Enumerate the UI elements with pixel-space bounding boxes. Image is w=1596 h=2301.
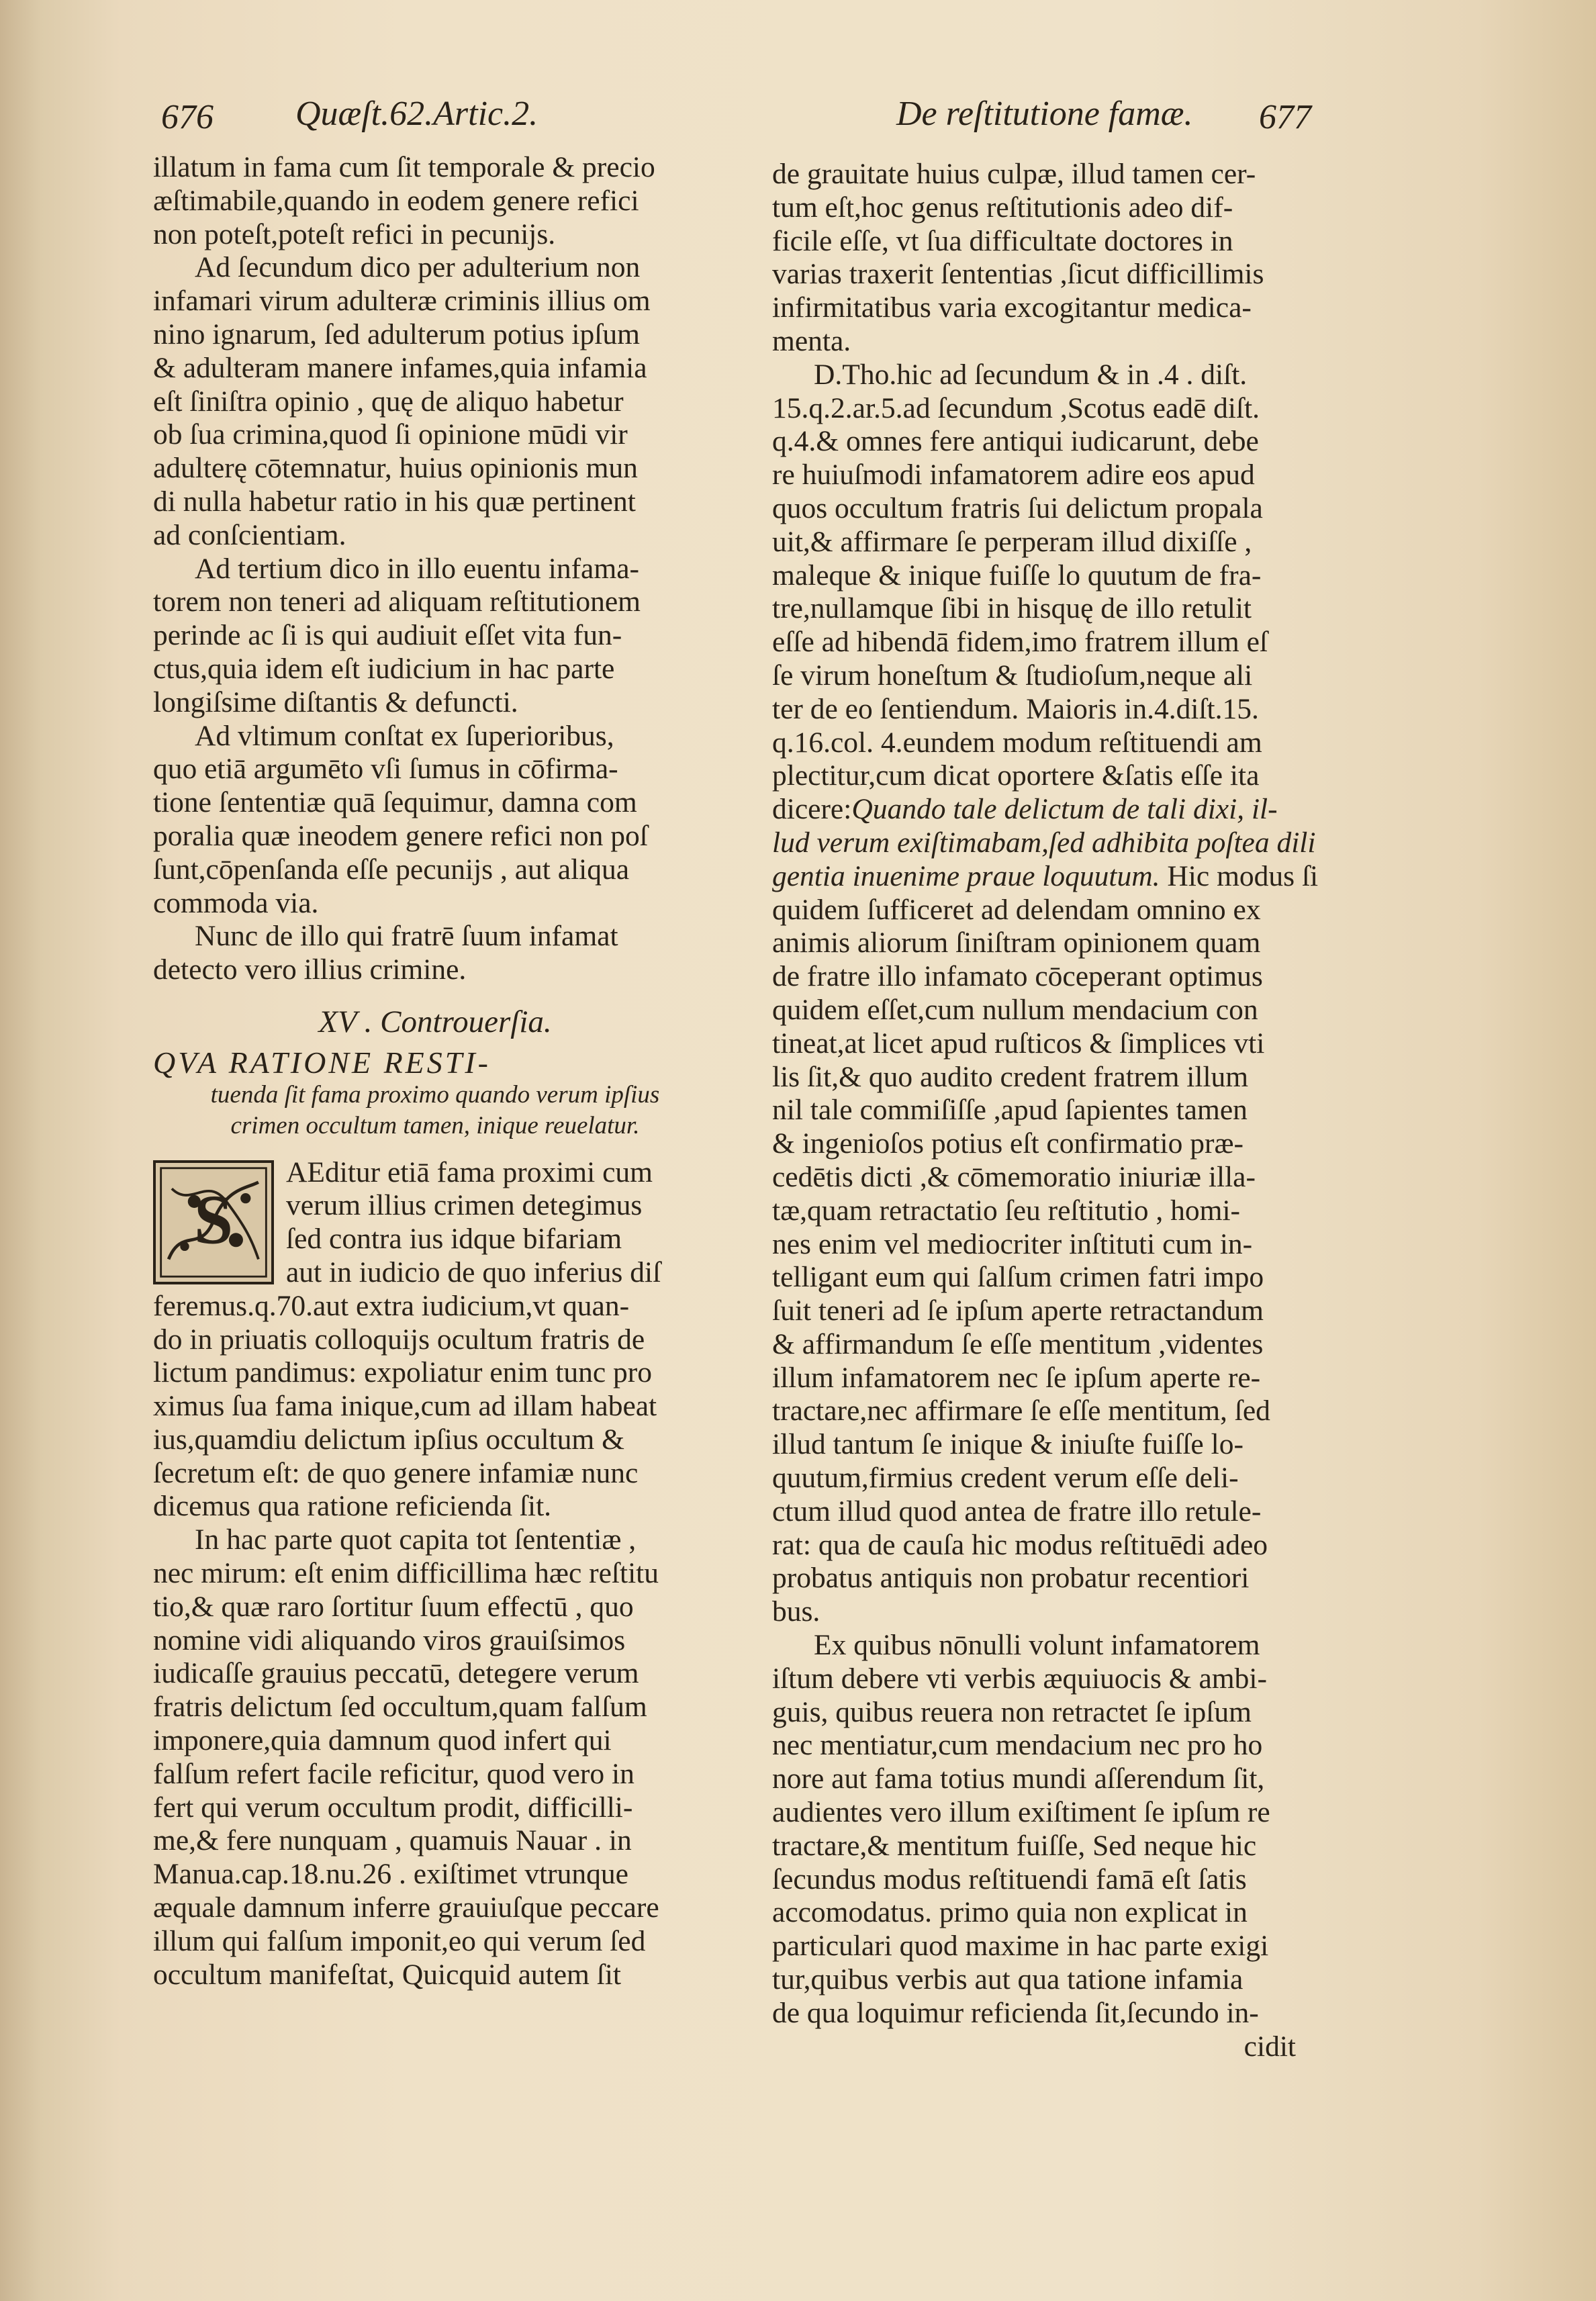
text-line: tineat,at licet apud ruſticos & ſimplices vti — [772, 1027, 1265, 1060]
left-running-head: Quæſt.62.Artic.2. — [295, 95, 538, 133]
text-line: perinde ac ſi is qui audiuit eſſet vita fun- — [153, 619, 622, 652]
text-line: de fratre illo infamato cōceperant optimus — [772, 960, 1263, 993]
text-line: probatus antiquis non probatur recentiori — [772, 1562, 1250, 1595]
text-line: Nunc de illo qui fratrē ſuum infamat — [195, 920, 618, 953]
text-line: ſecundus modus reſtituendi famā eſt ſatis — [772, 1863, 1247, 1895]
text-line: illum infamatorem nec ſe ipſum aperte re- — [772, 1361, 1261, 1394]
text-line: tractare,nec affirmare ſe eſſe mentitum, ſed — [772, 1395, 1270, 1427]
text-line: nino ignarum, ſed adulterum potius ipſum — [153, 318, 640, 350]
left-folio: 676 — [161, 98, 214, 136]
paragraph — [153, 151, 717, 251]
text-line: de grauitate huius culpæ, illud tamen cer- — [772, 158, 1256, 190]
text-line: particulari quod maxime in hac parte exigi — [772, 1930, 1269, 1963]
text-line: tur,quibus verbis aut qua tatione infamia — [772, 1963, 1243, 1996]
question-title: QVA RATIONE RESTI- — [153, 1045, 491, 1080]
text-line: Manua.cap.18.nu.26 . exiſtimet vtrunque — [153, 1858, 628, 1891]
text-line: audientes vero illum exiſtiment ſe ipſum re — [772, 1796, 1270, 1829]
text-line: tio,& quæ raro ſortitur ſuum effectū , quo — [153, 1590, 634, 1623]
left-column — [153, 151, 717, 1991]
quoted-retraction: Quando tale delictum de tali dixi, il- — [851, 793, 1278, 826]
text-line: ſecretum eſt: de quo genere infamiæ nunc — [153, 1456, 639, 1489]
text-line: guis, quibus reuera non retractet ſe ipſum — [772, 1695, 1252, 1728]
text-line: infamari virum adulteræ criminis illius om — [153, 285, 651, 318]
paragraph — [772, 1629, 1323, 2030]
paragraph — [772, 158, 1323, 359]
text-line: ctum illud quod antea de fratre illo retule- — [772, 1495, 1262, 1528]
text-line: imponere,quia damnum quod infert qui — [153, 1724, 612, 1757]
text-line: do in priuatis colloquijs ocultum fratris de — [153, 1323, 645, 1356]
text-line: quos occultum fratris ſui delictum propala — [772, 491, 1263, 524]
text-line: infirmitatibus varia excogitantur medica- — [772, 291, 1252, 324]
quoted-retraction: lud verum exiſtimabam,ſed adhibita poſtea dili — [772, 826, 1316, 859]
text-line: nore aut fama totius mundi aſſerendum ſit, — [772, 1763, 1265, 1795]
text-line: commoda via. — [153, 886, 319, 919]
paragraph — [153, 1290, 717, 1524]
text-line: ad conſcientiam. — [153, 518, 346, 551]
right-running-head: De reſtitutione famæ. — [896, 95, 1193, 133]
text-line: di nulla habetur ratio in his quæ pertinent — [153, 485, 636, 518]
text-line: q.16.col. 4.eundem modum reſtituendi am — [772, 726, 1262, 759]
text-line: de qua loquimur reficienda ſit,ſecundo in- — [772, 1996, 1259, 2029]
text-line: quutum,firmius credent verum eſſe deli- — [772, 1462, 1239, 1495]
text-line: falſum refert facile reficitur, quod vero in — [153, 1757, 635, 1790]
text-line: fratris delictum ſed occultum,quam falſum — [153, 1691, 647, 1724]
text-line: Ad vltimum conſtat ex ſuperioribus, — [195, 719, 614, 752]
text-line: nil tale commiſiſſe ,apud ſapientes tamen — [772, 1094, 1248, 1127]
paragraph — [153, 920, 717, 987]
text-line: In hac parte quot capita tot ſententiæ , — [195, 1523, 637, 1556]
right-column — [772, 158, 1323, 2063]
text-line: dicemus qua ratione reficienda ſit. — [153, 1490, 552, 1523]
text-line: bus. — [772, 1595, 820, 1628]
text-line: tre,nullamque ſibi in hisquę de illo retulit — [772, 592, 1252, 625]
text-line: lictum pandimus: expoliatur enim tunc pro — [153, 1356, 652, 1389]
text-line: illud tantum ſe inique & iniuſte fuiſſe lo- — [772, 1428, 1243, 1461]
text-line: ximus ſua fama inique,cum ad illam habeat — [153, 1390, 657, 1423]
text-line: eſt ſiniſtra opinio , quę de aliquo habetur — [153, 385, 624, 418]
text-line: ficile eſſe, vt ſua difficultate doctores in — [772, 224, 1233, 257]
text-line: re huiuſmodi infamatorem adire eos apud — [772, 459, 1255, 491]
text-line: Ad tertium dico in illo euentu infama- — [195, 552, 639, 585]
text-line: occultum manifeſtat, Quicquid autem ſit — [153, 1958, 622, 1991]
text-line: ter de eo ſentiendum. Maioris in.4.diſt.15. — [772, 692, 1259, 725]
paragraph — [772, 894, 1323, 1630]
paragraph — [153, 1523, 717, 1991]
text-line: tractare,& mentitum fuiſſe, Sed neque hic — [772, 1829, 1257, 1862]
text-line: nec mirum: eſt enim difficillima hæc reſtitu — [153, 1557, 659, 1590]
text-line: torem non teneri ad aliquam reſtitutionem — [153, 585, 641, 618]
text-line: q.4.& omnes fere antiqui iudicarunt, debe — [772, 425, 1259, 458]
text-line: varias traxerit ſententias ,ſicut difficillimis — [772, 258, 1264, 291]
text-line: nomine vidi aliquando viros grauiſsimos — [153, 1624, 626, 1656]
text-line: ius,quamdiu delictum ipſius occultum & — [153, 1423, 624, 1456]
text-line: ſunt,cōpenſanda eſſe pecunijs , aut aliqua — [153, 853, 630, 886]
text-line: poralia quæ ineodem genere refici non poſ — [153, 819, 648, 852]
text-line: & adulteram manere infames,quia infamia — [153, 351, 647, 384]
text-line: non poteſt,poteſt refici in pecunijs. — [153, 218, 556, 250]
text-line: ctus,quia idem eſt iudicium in hac parte — [153, 652, 615, 685]
text-line: dicere:Quando tale delictum de tali dixi, il- — [772, 793, 1278, 826]
text-line: nec mentiatur,cum mendacium nec pro ho — [772, 1729, 1263, 1762]
section-heading: XV . Controuerſia. — [318, 1004, 552, 1039]
text-line: tæ,quam retractatio ſeu reſtitutio , homi- — [772, 1194, 1241, 1227]
paragraph — [772, 359, 1323, 793]
text-line: rat: qua de cauſa hic modus reſtituēdi adeo — [772, 1528, 1268, 1561]
right-folio: 677 — [1259, 98, 1311, 136]
text-line: quo etiā argumēto vſi ſumus in cōfirma- — [153, 753, 618, 786]
text-line: lis ſit,& quo audito credent fratrem illum — [772, 1060, 1249, 1093]
text-line: detecto vero illius crimine. — [153, 953, 467, 986]
text-line: AEditur etiā fama proximi cum — [286, 1156, 653, 1188]
text-line: ob ſua crimina,quod ſi opinione mūdi vir — [153, 418, 628, 451]
question-subtitle-1: tuenda ſit fama proximo quando verum ipſius — [210, 1080, 660, 1109]
initial-ornament-icon — [156, 1163, 271, 1282]
text-line: ſe virum honeſtum & ſtudioſum,neque ali — [772, 659, 1253, 692]
text-line: illum qui falſum imponit,eo qui verum ſed — [153, 1924, 646, 1957]
text-line: animis aliorum ſiniſtram opinionem quam — [772, 927, 1261, 959]
text-line: verum illius crimen detegimus — [286, 1189, 643, 1222]
text-line: ſuit teneri ad ſe ipſum aperte retractandum — [772, 1295, 1264, 1327]
text-line: menta. — [772, 324, 851, 357]
text-line: gentia inuenime praue loquutum. Hic modus ſi — [772, 859, 1319, 892]
paragraph — [153, 553, 717, 720]
text-line: accomodatus. primo quia non explicat in — [772, 1896, 1248, 1929]
text-line: æſtimabile,quando in eodem genere refici — [153, 184, 639, 217]
text-line: Ex quibus nōnulli volunt infamatorem — [814, 1629, 1260, 1662]
decorated-initial — [153, 1160, 274, 1284]
text-line: eſſe ad hibendā fidem,imo fratrem illum eſ — [772, 626, 1268, 659]
text-line: D.Tho.hic ad ſecundum & in .4 . diſt. — [814, 358, 1248, 391]
text-line: plectitur,cum dicat oportere &ſatis eſſe ita — [772, 759, 1260, 792]
text-line: iſtum debere vti verbis æquiuocis & ambi- — [772, 1662, 1267, 1695]
text-line: Ad ſecundum dico per adulterium non — [195, 251, 641, 284]
text-line: nes enim vel mediocriter inſtituti cum in- — [772, 1227, 1253, 1260]
text-line: uit,& affirmare ſe perperam illud dixiſſe , — [772, 525, 1252, 558]
text-line: longiſsime diſtantis & defuncti. — [153, 686, 518, 718]
text-line: maleque & inique fuiſſe lo quutum de fra- — [772, 559, 1262, 592]
text-line: me,& fere nunquam , quamuis Nauar . in — [153, 1824, 632, 1857]
text-line: adulterę cōtemnatur, huius opinionis mun — [153, 452, 638, 485]
paragraph — [153, 720, 717, 921]
text-line: ſed contra ius idque bifariam — [286, 1223, 622, 1256]
text-line: telligant eum qui ſalſum crimen fatri impo — [772, 1261, 1264, 1294]
catchword: cidit — [1243, 2030, 1296, 2063]
text-line: æquale damnum inferre grauiuſque peccare — [153, 1891, 659, 1924]
text-line: cedētis dicti ,& cōmemoratio iniuriæ illa- — [772, 1160, 1256, 1193]
text-line: tum eſt,hoc genus reſtitutionis adeo dif- — [772, 191, 1233, 224]
text-line: & affirmandum ſe eſſe mentitum ,videntes — [772, 1327, 1264, 1360]
paragraph — [153, 251, 717, 552]
text-line: & ingenioſos potius eſt confirmatio præ- — [772, 1127, 1243, 1160]
question-subtitle-2: crimen occultum tamen, inique reuelatur. — [230, 1111, 640, 1139]
text-line: tione ſententiæ quā ſequimur, damna com — [153, 786, 637, 819]
text-line: aut in iudicio de quo inferius diſ — [286, 1256, 661, 1288]
initial-letter: S — [193, 1180, 234, 1259]
text-line: iudicaſſe grauius peccatū, detegere verum — [153, 1657, 639, 1690]
quoted-retraction: gentia inuenime praue loquutum. — [772, 859, 1160, 892]
text-line: quidem ſufficeret ad delendam omnino ex — [772, 893, 1261, 926]
text-line: illatum in fama cum ſit temporale & precio — [153, 151, 655, 183]
text-line: fert qui verum occultum prodit, difficilli- — [153, 1791, 633, 1824]
text-line: quidem eſſet,cum nullum mendacium con — [772, 993, 1258, 1026]
text-line: 15.q.2.ar.5.ad ſecundum ,Scotus eadē diſt. — [772, 391, 1260, 424]
text-line: feremus.q.70.aut extra iudicium,vt quan- — [153, 1289, 630, 1322]
